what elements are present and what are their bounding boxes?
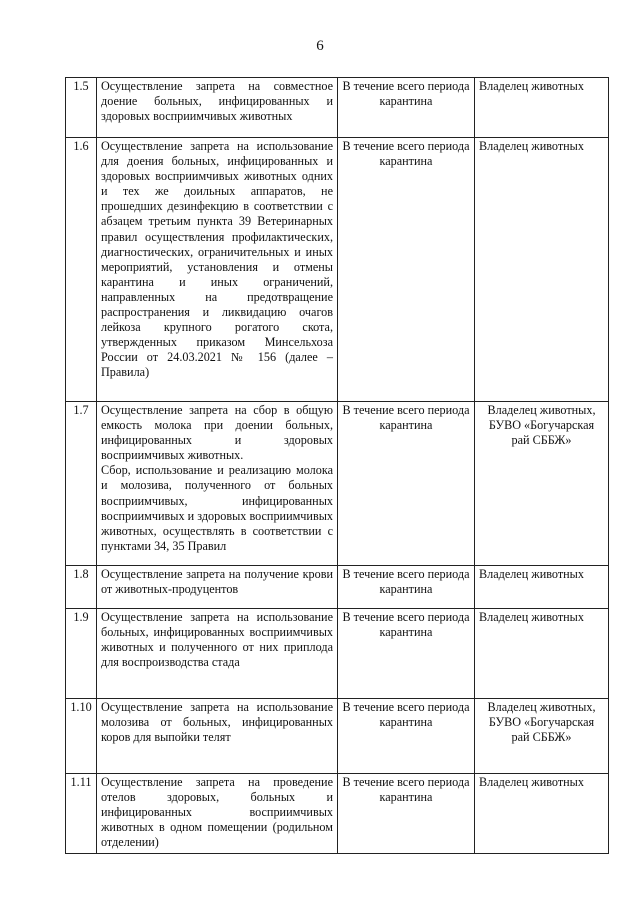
row-responsible: Владелец животных	[475, 138, 609, 402]
row-period: В течение всего периода карантина	[338, 699, 475, 774]
table-row	[66, 78, 609, 138]
description-paragraph: Сбор, использование и реализацию молока и молозива, полученного от больных восприимчивых, инфицированных восприимчивых и здоровых восприимчивых животных, осуществлять в соответствии с пунктами 34, 35 Правил	[101, 463, 333, 553]
row-number: 1.9	[66, 609, 97, 699]
row-period: В течение всего периода карантина	[338, 78, 475, 138]
measures-table	[65, 77, 609, 854]
row-description	[97, 609, 338, 699]
row-period: В течение всего периода карантина	[338, 138, 475, 402]
description-paragraph: Осуществление запрета на проведение отелов здоровых, больных и инфицированных восприимчивых животных в одном помещении (родильном отделении)	[101, 775, 333, 850]
table-row	[66, 699, 609, 774]
row-number: 1.10	[66, 699, 97, 774]
row-description	[97, 78, 338, 138]
row-number: 1.7	[66, 402, 97, 566]
description-paragraph: Осуществление запрета на сбор в общую емкость молока при доении больных, инфицированных и здоровых восприимчивых животных.	[101, 403, 333, 463]
description-paragraph: Осуществление запрета на использование молозива от больных, инфицированных коров для выпойки телят	[101, 700, 333, 745]
row-description	[97, 566, 338, 609]
row-responsible: Владелец животных	[475, 609, 609, 699]
row-responsible: Владелец животных, БУВО «Богучарская рай СББЖ»	[475, 699, 609, 774]
table-row	[66, 138, 609, 402]
row-responsible: Владелец животных, БУВО «Богучарская рай СББЖ»	[475, 402, 609, 566]
row-responsible: Владелец животных	[475, 774, 609, 854]
table-row	[66, 609, 609, 699]
row-description	[97, 699, 338, 774]
row-responsible: Владелец животных	[475, 566, 609, 609]
row-number: 1.5	[66, 78, 97, 138]
row-number: 1.11	[66, 774, 97, 854]
row-period: В течение всего периода карантина	[338, 609, 475, 699]
description-paragraph: Осуществление запрета на использование больных, инфицированных восприимчивых животных и полученного от них приплода для воспроизводства стада	[101, 610, 333, 670]
page-number: 6	[316, 38, 324, 54]
row-number: 1.6	[66, 138, 97, 402]
description-paragraph: Осуществление запрета на совместное доение больных, инфицированных и здоровых восприимчивых животных	[101, 79, 333, 124]
row-period: В течение всего периода карантина	[338, 566, 475, 609]
row-period: В течение всего периода карантина	[338, 774, 475, 854]
table-row	[66, 566, 609, 609]
description-paragraph: Осуществление запрета на использование для доения больных, инфицированных и здоровых восприимчивых животных одних и тех же доильных аппаратов, не прошедших дезинфекцию в соответствии с абзацем третьим пункта 39 Ветеринарных правил осуществления профилактических, диагностических, ограничительных и иных мероприятий, установления и отмены карантина и иных ограничений, направленных на предотвращение распространения и ликвидацию очагов лейкоза крупного рогатого скота, утвержденных приказом Минсельхоза России от 24.03.2021 № 156 (далее – Правила)	[101, 139, 333, 380]
row-period: В течение всего периода карантина	[338, 402, 475, 566]
row-description	[97, 402, 338, 566]
row-responsible: Владелец животных	[475, 78, 609, 138]
description-paragraph: Осуществление запрета на получение крови от животных-продуцентов	[101, 567, 333, 597]
row-description	[97, 138, 338, 402]
row-number: 1.8	[66, 566, 97, 609]
table-row	[66, 402, 609, 566]
table-row	[66, 774, 609, 854]
row-description	[97, 774, 338, 854]
